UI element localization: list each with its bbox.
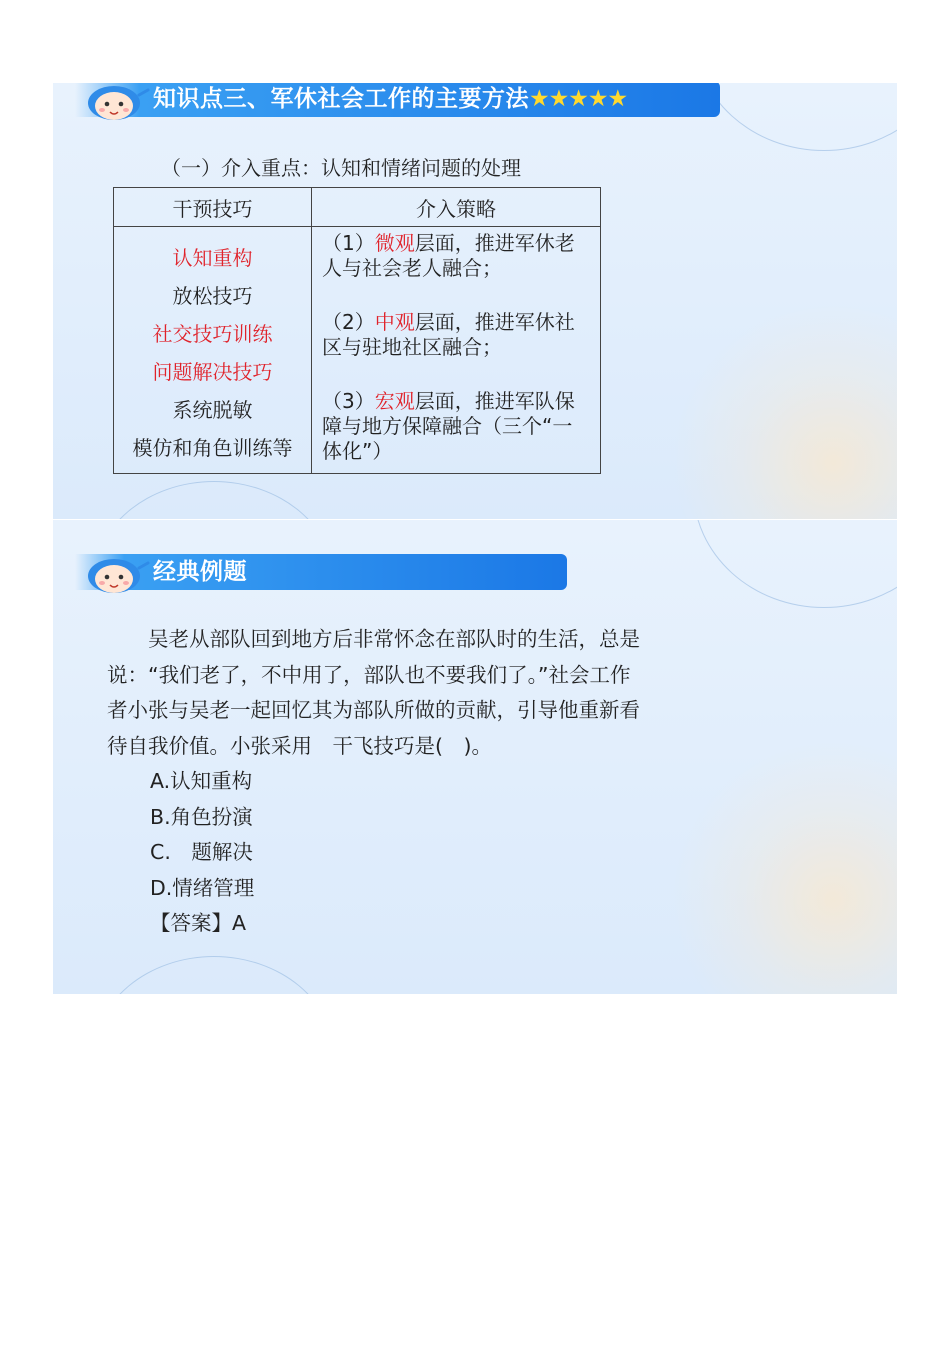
banner-title: 经典例题: [153, 559, 247, 585]
answer-text: 【答案】A: [150, 911, 247, 935]
table-header: 介入策略: [312, 188, 601, 227]
decorative-arc: [693, 83, 897, 151]
banner-title: 知识点三、军休社会工作的主要方法★★★★★: [153, 86, 628, 112]
methods-table: [113, 187, 601, 474]
knowledge-slide: [53, 83, 897, 519]
technique-item: 模仿和角色训练等: [132, 436, 293, 460]
strategy-item: （1）微观层面，推进军休老人与社会老人融合；: [322, 231, 575, 280]
mascot-icon: [81, 546, 151, 596]
table-header: 干预技巧: [114, 188, 312, 227]
strategies-cell: [312, 227, 601, 474]
section-banner: [75, 83, 720, 117]
strategy-item: （3）宏观层面，推进军队保障与地方保障融合（三个“一体化”）: [322, 389, 575, 463]
option-d: D.情绪管理: [150, 875, 255, 900]
example-question: [107, 622, 647, 942]
option-b: B.角色扮演: [150, 804, 253, 829]
option-a: A.认知重构: [150, 769, 253, 793]
technique-item: 问题解决技巧: [152, 360, 273, 384]
subheading: （一）介入重点：认知和情绪问题的处理: [161, 156, 521, 180]
question-stem: 吴老从部队回到地方后非常怀念在部队时的生活，总是说：“我们老了，不中用了，部队也不要我们了。”社会工作者小张与吴老一起回忆其为部队所做的贡献，引导他重新看待自我价值。小张采用 干飞技巧是( )。: [107, 627, 640, 758]
technique-item: 系统脱敏: [172, 398, 253, 422]
example-slide: [53, 520, 897, 994]
answer-options: [107, 764, 647, 942]
technique-item: 认知重构: [172, 246, 253, 270]
strategy-item: （2）中观层面，推进军休社区与驻地社区融合；: [322, 310, 575, 359]
decorative-arc: [93, 956, 335, 994]
mascot-icon: [81, 83, 151, 123]
decorative-arc: [693, 520, 897, 608]
decorative-arc: [93, 481, 335, 519]
option-c: C. 题解决: [150, 840, 253, 864]
rating-stars: ★★★★★: [529, 86, 628, 112]
technique-item: 放松技巧: [172, 284, 253, 308]
techniques-cell: [114, 227, 312, 474]
technique-item: 社交技巧训练: [152, 322, 273, 346]
